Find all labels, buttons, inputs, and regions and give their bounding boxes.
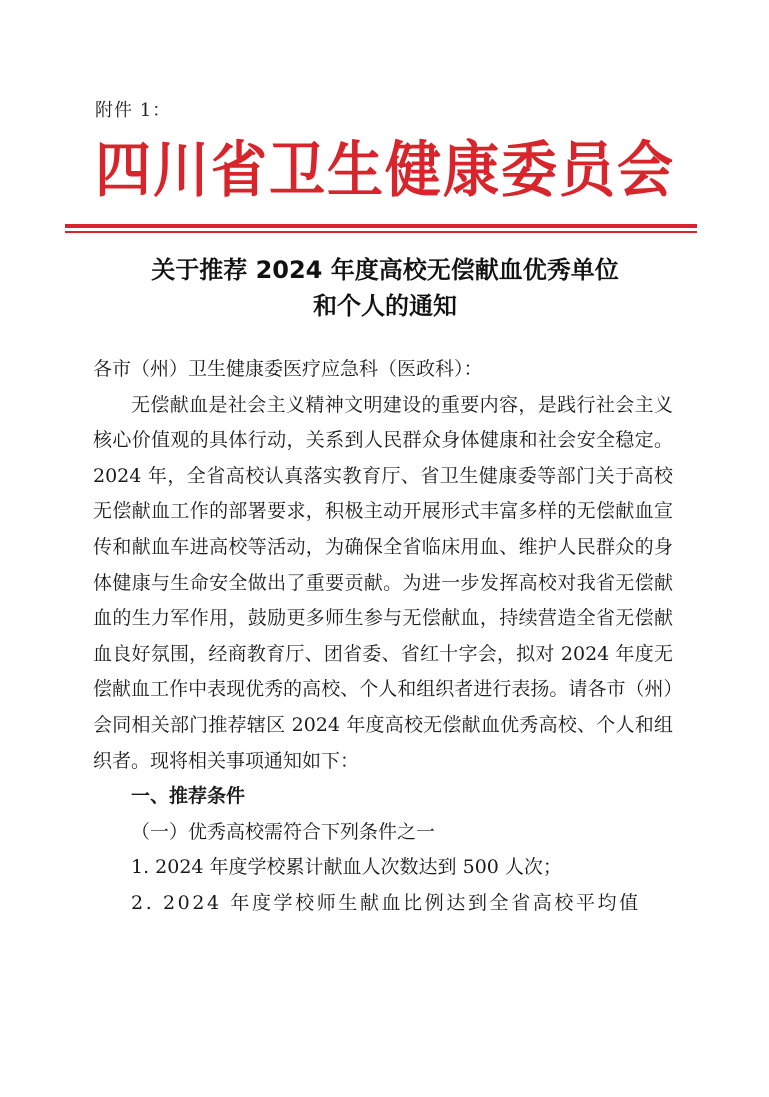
- attachment-label: 附件 1：: [95, 100, 172, 121]
- masthead-red-rule-thick: [65, 224, 697, 228]
- notice-title-line-1: 关于推荐 2024 年度高校无偿献血优秀单位: [151, 256, 619, 284]
- masthead-red-rule-thin: [65, 231, 697, 233]
- section-heading-recommendation-criteria: 一、推荐条件: [131, 785, 246, 808]
- criteria-item-1: 1. 2024 年度学校累计献血人次数达到 500 人次；: [131, 856, 562, 879]
- issuer-masthead: 四川省卫生健康委员会: [95, 135, 675, 206]
- notice-body: [93, 352, 673, 922]
- body-paragraph-1: 无偿献血是社会主义精神文明建设的重要内容，是践行社会主义核心价值观的具体行动，关系到人民群众身体健康和社会安全稳定。2024 年，全省高校认真落实教育厅、省卫生健康委等部门关于高校无偿献血工作的部署要求，积极主动开展形式丰富多样的无偿献血宣传和献血车进高校等活动，为确保全省临床用血、维护人民群众的身体健康与生命安全做出了重要贡献。为进一步发挥高校对我省无偿献血的生力军作用，鼓励更多师生参与无偿献血，持续营造全省无偿献血良好氛围，经商教育厅、团省委、省红十字会，拟对 2024 年度无偿献血工作中表现优秀的高校、个人和组织者进行表扬。请各市（州）会同相关部门推荐辖区 2024 年度高校无偿献血优秀高校、个人和组织者。现将相关事项通知如下：: [93, 393, 673, 772]
- criteria-item-2: 2. 2024 年度学校师生献血比例达到全省高校平均值: [131, 891, 641, 914]
- subsection-heading-excellent-universities: （一）优秀高校需符合下列条件之一: [131, 820, 436, 843]
- salutation: 各市（州）卫生健康委医疗应急科（医政科）：: [93, 358, 483, 380]
- notice-title-line-2: 和个人的通知: [313, 292, 457, 320]
